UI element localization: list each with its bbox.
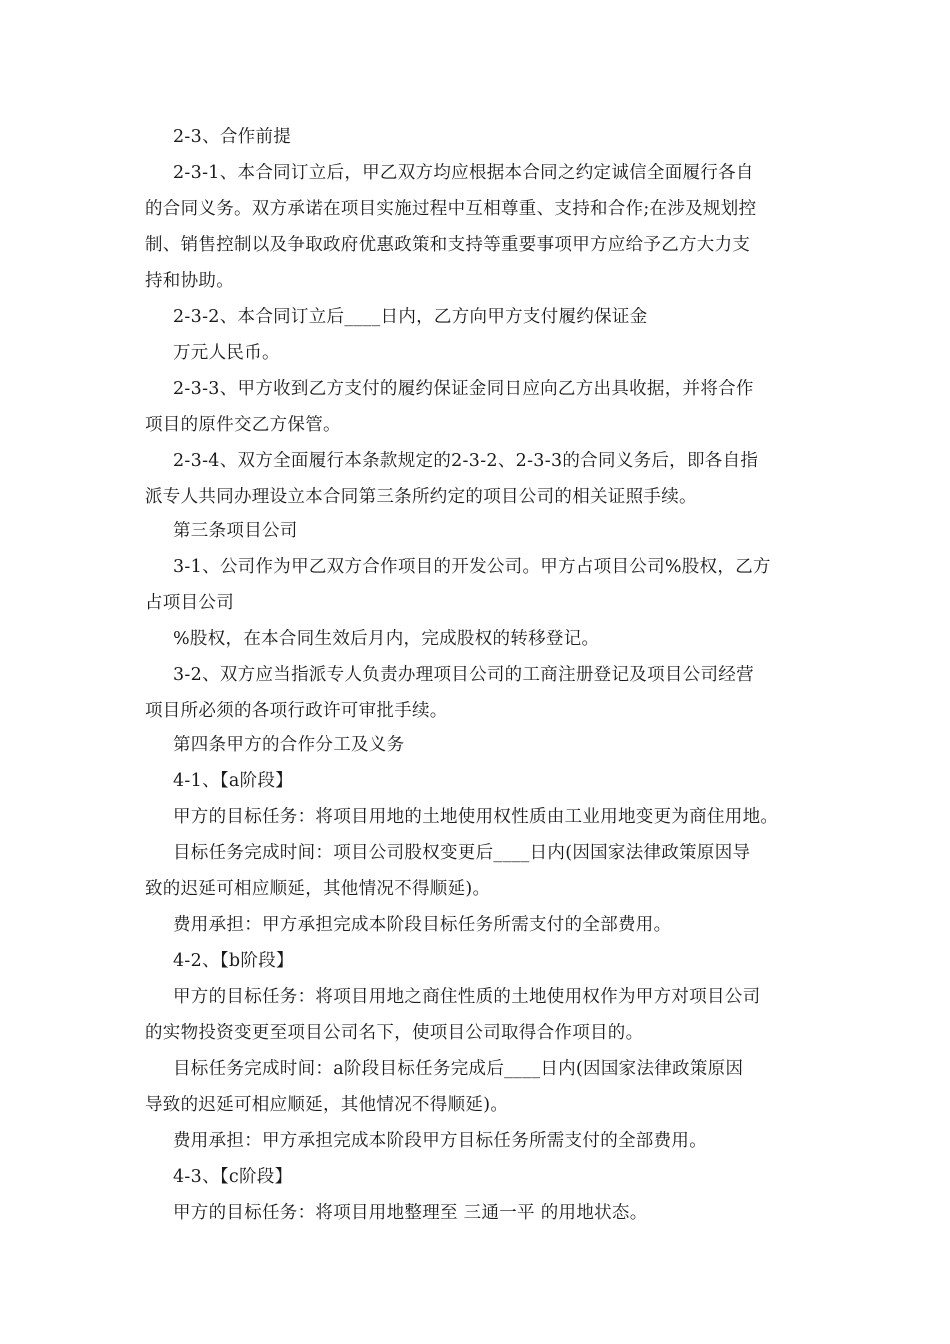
text-line: 占项目公司 <box>145 593 234 613</box>
text-line: 2-3-1、本合同订立后，甲乙双方均应根据本合同之约定诚信全面履行各自 <box>173 163 754 183</box>
section-heading: 第四条甲方的合作分工及义务 <box>173 735 405 755</box>
text-line: 目标任务完成时间：a阶段目标任务完成后____日内(因国家法律政策原因 <box>173 1059 744 1079</box>
text-line: 3-2、双方应当指派专人负责办理项目公司的工商注册登记及项目公司经营 <box>173 665 754 685</box>
text-line: 项目的原件交乙方保管。 <box>145 415 341 435</box>
text-line: 派专人共同办理设立本合同第三条所约定的项目公司的相关证照手续。 <box>145 487 697 507</box>
text-line: 3-1、公司作为甲乙双方合作项目的开发公司。甲方占项目公司%股权，乙方 <box>173 557 771 577</box>
text-line: 目标任务完成时间：项目公司股权变更后____日内(因国家法律政策原因导 <box>173 843 751 863</box>
text-line: 费用承担：甲方承担完成本阶段甲方目标任务所需支付的全部费用。 <box>173 1131 707 1151</box>
text-line: 的合同义务。双方承诺在项目实施过程中互相尊重、支持和合作;在涉及规划控 <box>145 199 757 219</box>
text-line: 甲方的目标任务：将项目用地之商住性质的土地使用权作为甲方对项目公司 <box>173 987 761 1007</box>
text-line: 2-3-4、双方全面履行本条款规定的2-3-2、2-3-3的合同义务后，即各自指 <box>173 451 759 471</box>
text-line: 持和协助。 <box>145 271 234 291</box>
text-line: 的实物投资变更至项目公司名下，使项目公司取得合作项目的。 <box>145 1023 644 1043</box>
text-line: 导致的迟延可相应顺延，其他情况不得顺延)。 <box>145 1095 509 1115</box>
text-line: %股权，在本合同生效后月内，完成股权的转移登记。 <box>173 629 600 649</box>
text-line: 甲方的目标任务：将项目用地的土地使用权性质由工业用地变更为商住用地。 <box>173 807 779 827</box>
text-line: 万元人民币。 <box>173 343 280 363</box>
text-line: 4-1、【a阶段】 <box>173 771 294 791</box>
text-line: 4-3、【c阶段】 <box>173 1167 293 1187</box>
text-line: 制、销售控制以及争取政府优惠政策和支持等重要事项甲方应给予乙方大力支 <box>145 235 751 255</box>
text-line: 项目所必须的各项行政许可审批手续。 <box>145 701 448 721</box>
text-line: 致的迟延可相应顺延，其他情况不得顺延)。 <box>145 879 491 899</box>
text-line: 2-3、合作前提 <box>173 127 292 147</box>
text-line: 2-3-3、甲方收到乙方支付的履约保证金同日应向乙方出具收据，并将合作 <box>173 379 754 399</box>
section-heading: 第三条项目公司 <box>173 521 298 541</box>
text-line: 2-3-2、本合同订立后____日内，乙方向甲方支付履约保证金 <box>173 307 648 327</box>
text-line: 费用承担：甲方承担完成本阶段目标任务所需支付的全部费用。 <box>173 915 672 935</box>
text-line: 4-2、【b阶段】 <box>173 951 294 971</box>
text-line: 甲方的目标任务：将项目用地整理至 三通一平 的用地状态。 <box>173 1203 648 1223</box>
